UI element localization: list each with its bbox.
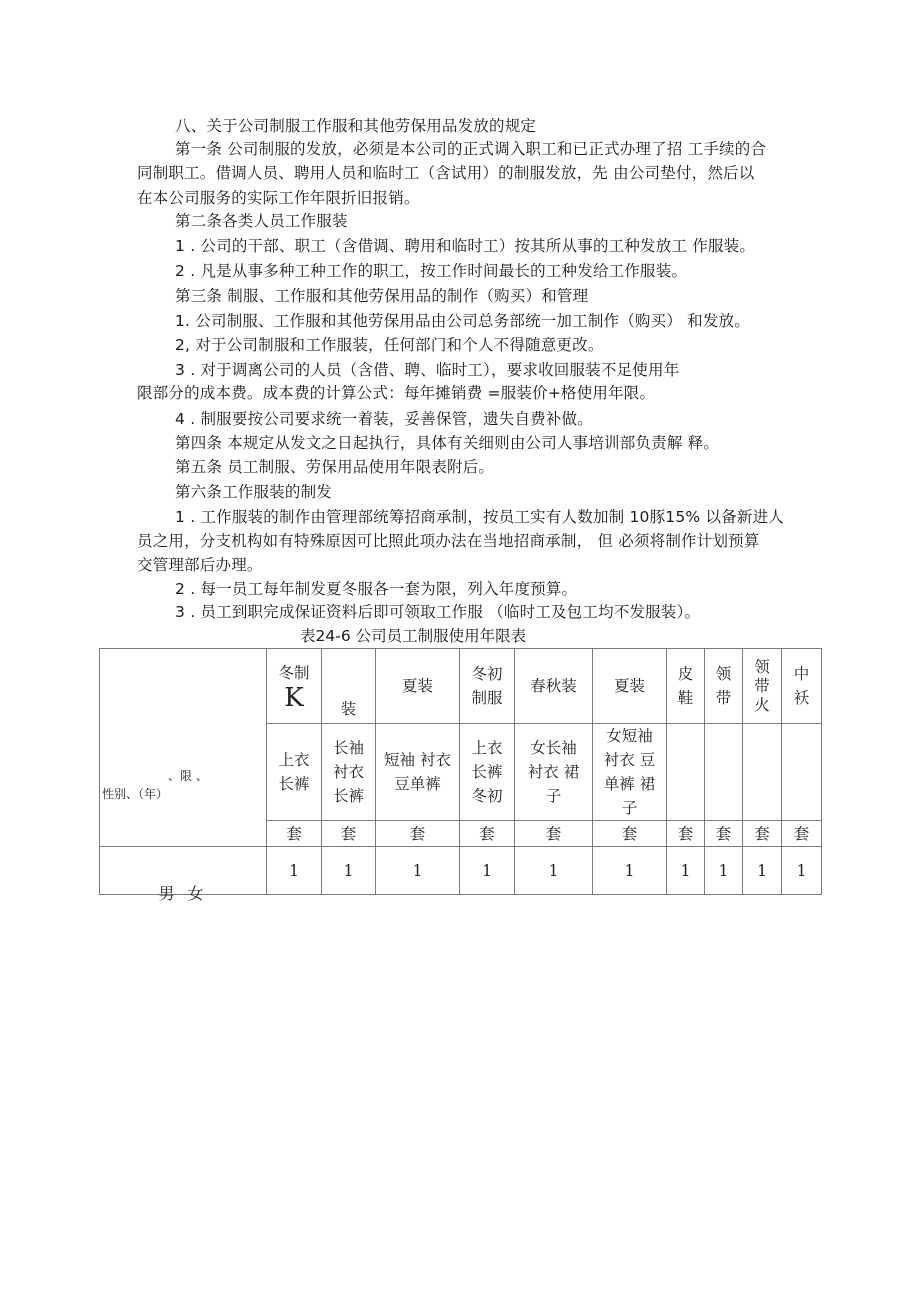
header-text: 冬制 xyxy=(278,664,310,682)
header-spring-autumn: 春秋装 xyxy=(515,649,593,724)
header-summer-2: 夏装 xyxy=(593,649,667,724)
items-cell xyxy=(743,724,782,821)
items-cell: 上衣 长裤 xyxy=(267,724,322,821)
unit-cell: 套 xyxy=(593,821,667,847)
header-tie: 领 带 xyxy=(705,649,743,724)
corner-header-cell xyxy=(100,649,267,847)
paragraph-line: 第三条 制服、工作服和其他劳保用品的制作（购买）和管理 xyxy=(175,287,589,305)
header-text: K xyxy=(284,683,304,713)
paragraph-line: 员之用，分支机构如有特殊原因可比照此项办法在当地招商承制， 但 必须将制作计划预算 xyxy=(137,532,760,550)
items-cell xyxy=(667,724,705,821)
paragraph-line: 第六条工作服装的制发 xyxy=(175,483,333,501)
header-clothing: 装 xyxy=(322,649,376,724)
paragraph-line: 4 . 制服要按公司要求统一着装，妥善保管，遗失自费补做。 xyxy=(175,410,593,428)
unit-cell: 套 xyxy=(267,821,322,847)
paragraph-line: 3 . 员工到职完成保证资料后即可领取工作服 （临时工及包工均不发服装）。 xyxy=(175,603,701,621)
limit-label: 、限 、 xyxy=(168,769,208,783)
table-caption: 表24-6 公司员工制服使用年限表 xyxy=(300,627,527,645)
value-cell: 1 xyxy=(705,847,743,895)
gender-label: 性别、（年） xyxy=(102,787,169,801)
paragraph-line: 2 . 凡是从事多种工种工作的职工，按工作时间最长的工种发给工作服装。 xyxy=(175,262,688,280)
gender-cell xyxy=(100,847,267,903)
unit-cell: 套 xyxy=(515,821,593,847)
unit-cell: 套 xyxy=(705,821,743,847)
value-cell: 1 xyxy=(376,847,460,895)
header-row-category xyxy=(100,649,822,724)
unit-cell: 套 xyxy=(667,821,705,847)
paragraph-line: 第二条各类人员工作服装 xyxy=(175,212,348,230)
header-winter-uniform xyxy=(267,649,322,724)
gender-value: 男 女 xyxy=(158,884,208,903)
unit-cell: 套 xyxy=(322,821,376,847)
value-cell: 1 xyxy=(267,847,322,895)
value-cell: 1 xyxy=(743,847,782,895)
header-summer: 夏装 xyxy=(376,649,460,724)
value-cell: 1 xyxy=(322,847,376,895)
unit-cell: 套 xyxy=(376,821,460,847)
paragraph-line: 在本公司服务的实际工作年限折旧报销。 xyxy=(137,189,420,207)
items-cell: 长袖 衬衣 长裤 xyxy=(322,724,376,821)
value-cell: 1 xyxy=(593,847,667,895)
paragraph-line: 3 . 对于调离公司的人员（含借、聘、临时工），要求收回服装不足使用年 xyxy=(175,361,680,379)
items-cell xyxy=(705,724,743,821)
unit-cell: 套 xyxy=(460,821,515,847)
header-winter-initial: 冬初 制服 xyxy=(460,649,515,724)
items-cell: 上衣 长裤 冬初 xyxy=(460,724,515,821)
items-cell: 短袖 衬衣 豆单裤 xyxy=(376,724,460,821)
paragraph-line: 第五条 员工制服、劳保用品使用年限表附后。 xyxy=(175,458,495,476)
data-row xyxy=(100,847,822,895)
paragraph-line: 2, 对于公司制服和工作服装，任何部门和个人不得随意更改。 xyxy=(175,336,604,354)
unit-cell: 套 xyxy=(743,821,782,847)
section-heading: 八、关于公司制服工作服和其他劳保用品发放的规定 xyxy=(175,117,537,135)
value-cell: 1 xyxy=(667,847,705,895)
paragraph-line: 1 . 公司的干部、职工（含借调、聘用和临时工）按其所从事的工种发放工 作服装。 xyxy=(175,237,756,255)
value-cell: 1 xyxy=(782,847,822,895)
paragraph-line: 同制职工。借调人员、聘用人员和临时工（含试用）的制服发放，先 由公司垫付，然后以 xyxy=(137,164,755,182)
value-cell: 1 xyxy=(460,847,515,895)
uniform-lifespan-table xyxy=(99,648,822,903)
paragraph-line: 第一条 公司制服的发放，必须是本公司的正式调入职工和已正式办理了招 工手续的合 xyxy=(175,140,767,158)
items-cell: 女长袖 衬衣 裙 子 xyxy=(515,724,593,821)
value-cell: 1 xyxy=(515,847,593,895)
header-leather-shoes: 皮 鞋 xyxy=(667,649,705,724)
items-cell xyxy=(782,724,822,821)
paragraph-line: 2 . 每一员工每年制发夏冬服各一套为限，列入年度预算。 xyxy=(175,580,578,598)
paragraph-line: 交管理部后办理。 xyxy=(137,556,263,574)
paragraph-line: 1 . 工作服装的制作由管理部统筹招商承制，按员工实有人数加制 10豚15% 以备新进人 xyxy=(175,508,784,526)
header-tie-2: 领 带 火 xyxy=(743,649,782,724)
header-padded-jacket: 中 袄 xyxy=(782,649,822,724)
paragraph-line: 1. 公司制服、工作服和其他劳保用品由公司总务部统一加工制作（购买） 和发放。 xyxy=(175,312,750,330)
unit-cell: 套 xyxy=(782,821,822,847)
items-cell: 女短袖 衬衣 豆 单裤 裙 子 xyxy=(593,724,667,821)
paragraph-line: 限部分的成本费。成本费的计算公式：每年摊销费 =服装价+格使用年限。 xyxy=(137,384,656,402)
paragraph-line: 第四条 本规定从发文之日起执行，具体有关细则由公司人事培训部负责解 释。 xyxy=(175,434,720,452)
